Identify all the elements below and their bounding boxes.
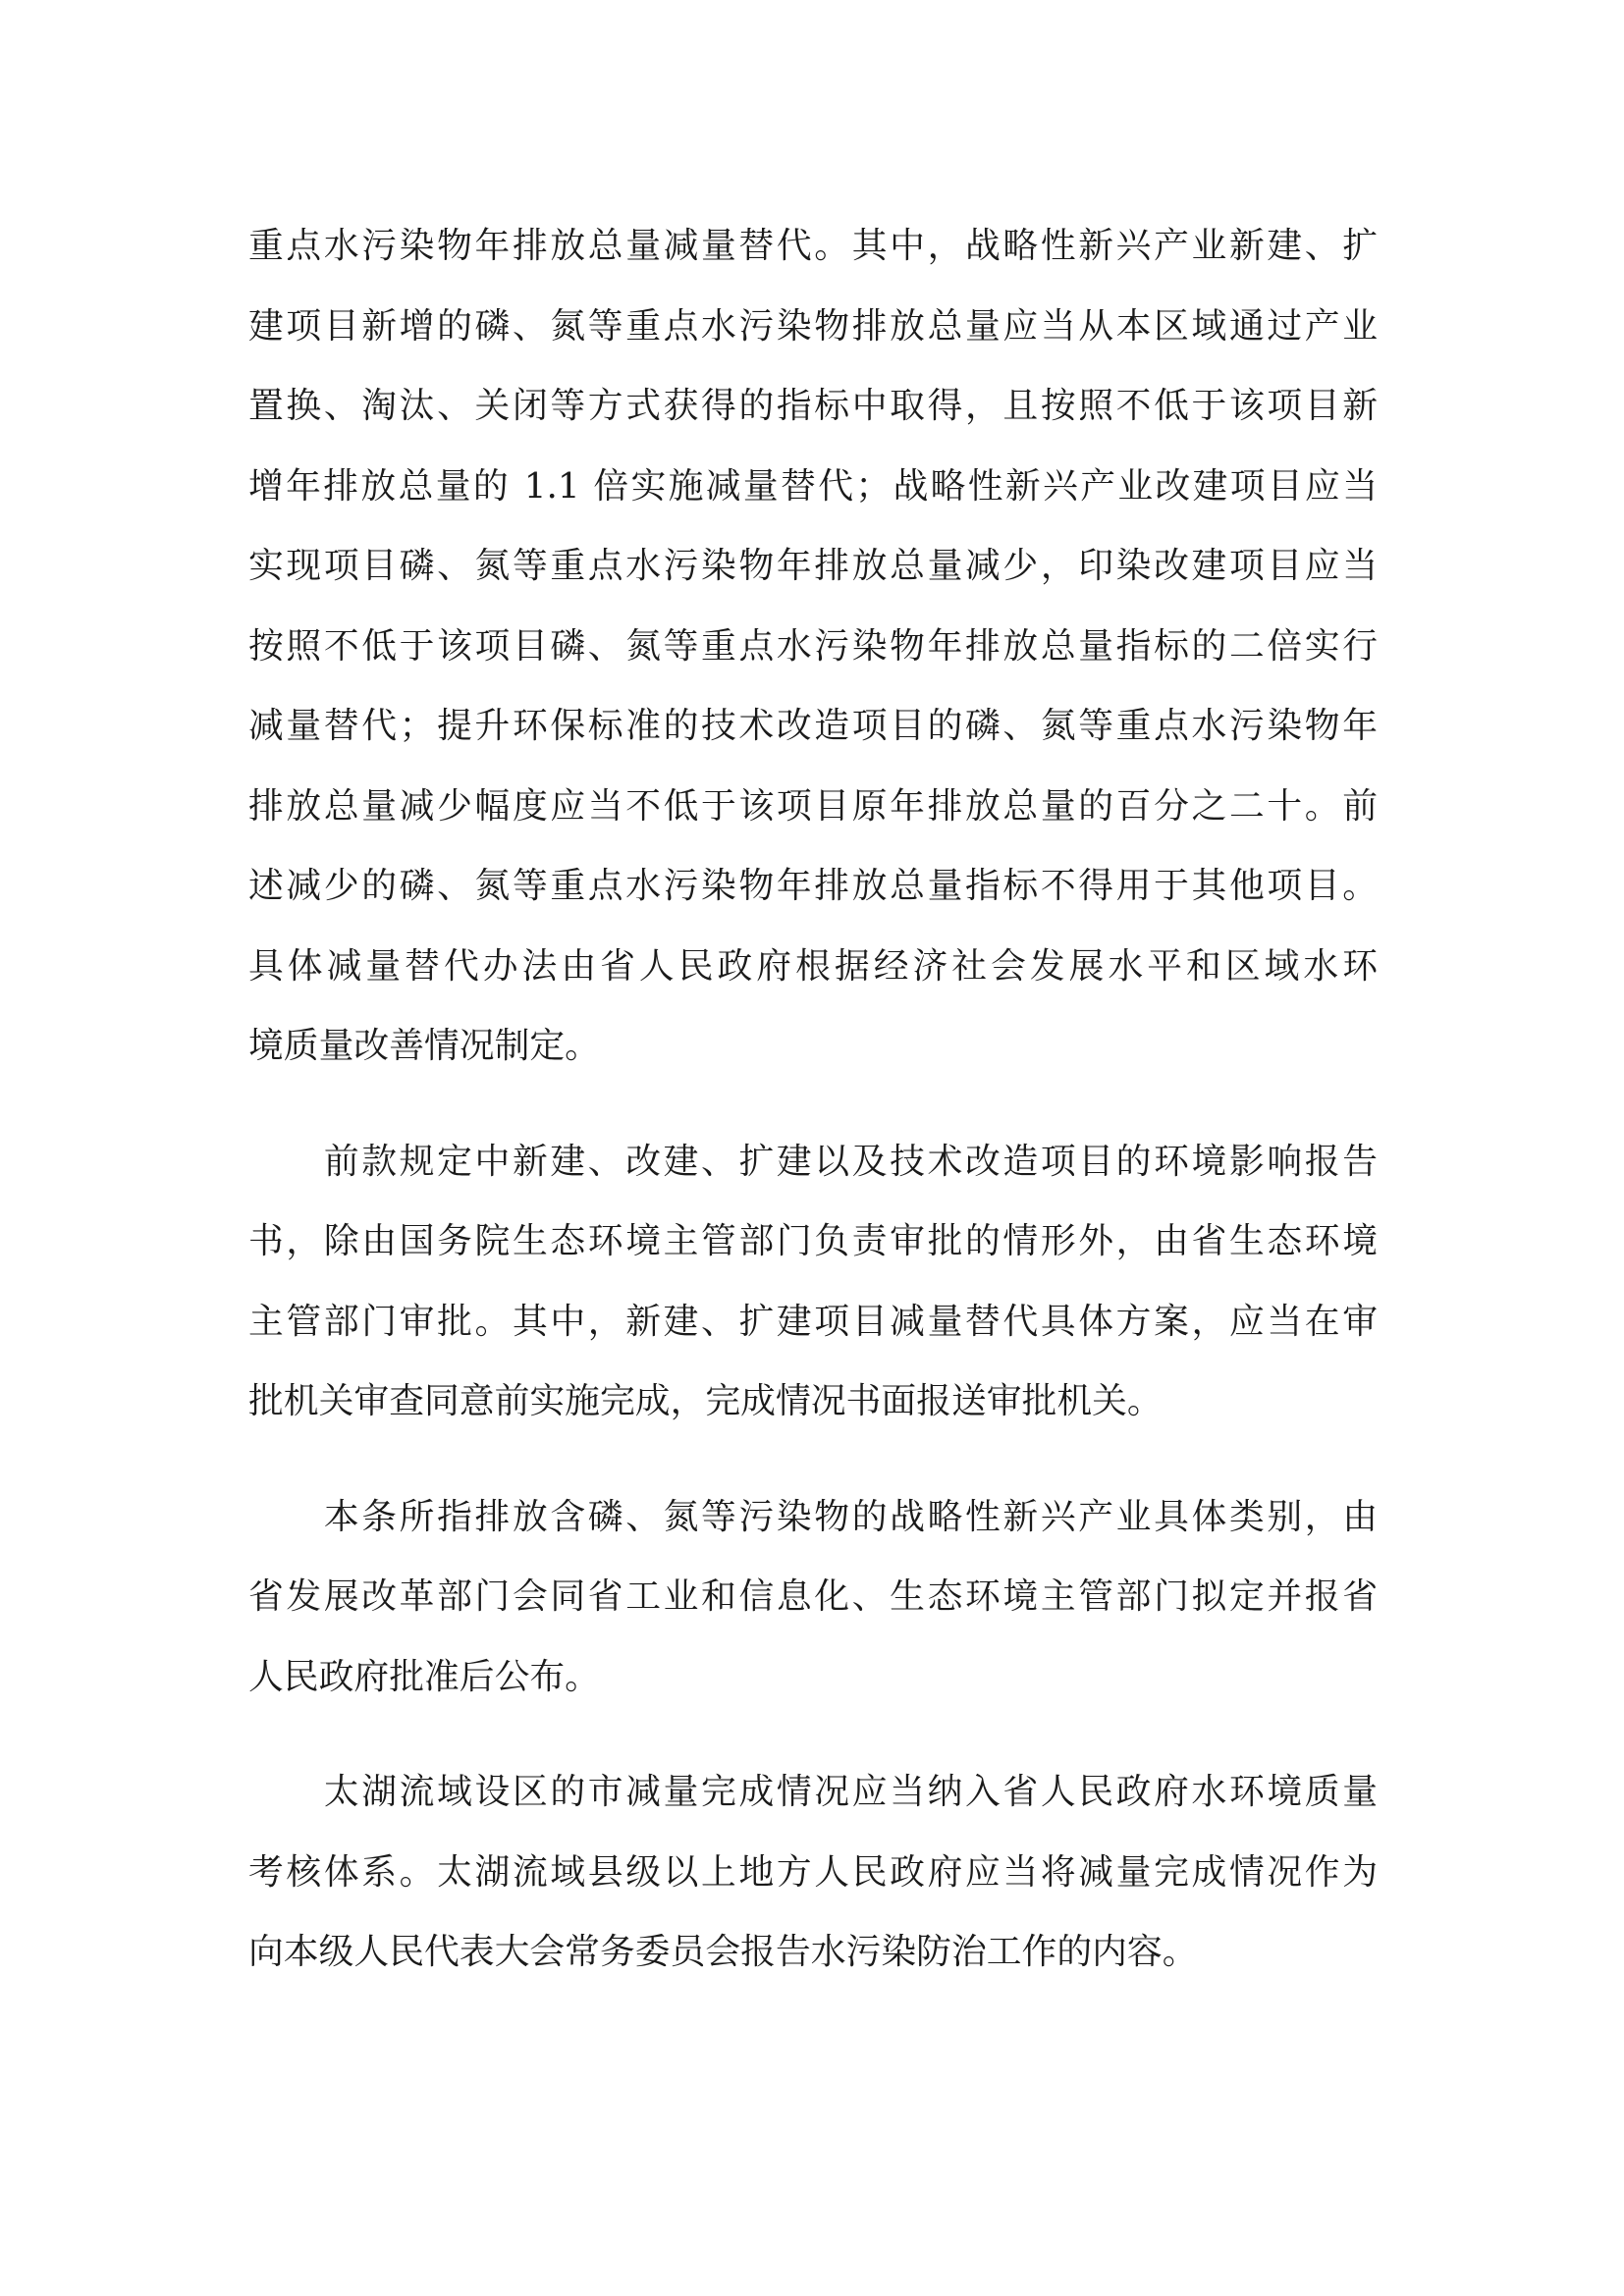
paragraph-1 (248, 206, 1378, 1087)
text-line: 增年排放总量的 1.1 倍实施减量替代；战略性新兴产业改建项目应当 (248, 465, 1378, 507)
text-line: 实现项目磷、氮等重点水污染物年排放总量减少，印染改建项目应当 (248, 546, 1378, 586)
document-body (248, 206, 1378, 1993)
text-line: 前款规定中新建、改建、扩建以及技术改造项目的环境影响报告 (248, 1141, 1378, 1182)
text-line: 按照不低于该项目磷、氮等重点水污染物年排放总量指标的二倍实行 (248, 625, 1378, 667)
text-line: 本条所指排放含磷、氮等污染物的战略性新兴产业具体类别，由 (248, 1496, 1378, 1537)
text-line: 人民政府批准后公布。 (248, 1656, 600, 1697)
paragraph-3 (248, 1477, 1378, 1718)
paragraph-spacer (248, 1717, 1378, 1752)
text-line: 减量替代；提升环保标准的技术改造项目的磷、氮等重点水污染物年 (248, 706, 1378, 746)
text-line: 建项目新增的磷、氮等重点水污染物排放总量应当从本区域通过产业 (248, 305, 1378, 347)
text-line: 向本级人民代表大会常务委员会报告水污染防治工作的内容。 (248, 1932, 1198, 1972)
text-line: 境质量改善情况制定。 (248, 1026, 600, 1066)
text-line: 排放总量减少幅度应当不低于该项目原年排放总量的百分之二十。前 (248, 785, 1378, 827)
paragraph-spacer (248, 1442, 1378, 1477)
text-line: 省发展改革部门会同省工业和信息化、生态环境主管部门拟定并报省 (248, 1576, 1378, 1617)
paragraph-2 (248, 1122, 1378, 1442)
text-line: 重点水污染物年排放总量减量替代。其中，战略性新兴产业新建、扩 (248, 226, 1378, 266)
text-line: 述减少的磷、氮等重点水污染物年排放总量指标不得用于其他项目。 (248, 866, 1378, 906)
text-line: 书，除由国务院生态环境主管部门负责审批的情形外，由省生态环境 (248, 1221, 1378, 1261)
text-line: 主管部门审批。其中，新建、扩建项目减量替代具体方案，应当在审 (248, 1301, 1378, 1342)
paragraph-4 (248, 1752, 1378, 1993)
text-line: 置换、淘汰、关闭等方式获得的指标中取得，且按照不低于该项目新 (248, 386, 1378, 426)
text-line: 具体减量替代办法由省人民政府根据经济社会发展水平和区域水环 (248, 945, 1378, 987)
text-line: 考核体系。太湖流域县级以上地方人民政府应当将减量完成情况作为 (248, 1851, 1378, 1893)
paragraph-spacer (248, 1087, 1378, 1122)
text-line: 批机关审查同意前实施完成，完成情况书面报送审批机关。 (248, 1381, 1163, 1421)
text-line: 太湖流域设区的市减量完成情况应当纳入省人民政府水环境质量 (248, 1772, 1378, 1812)
